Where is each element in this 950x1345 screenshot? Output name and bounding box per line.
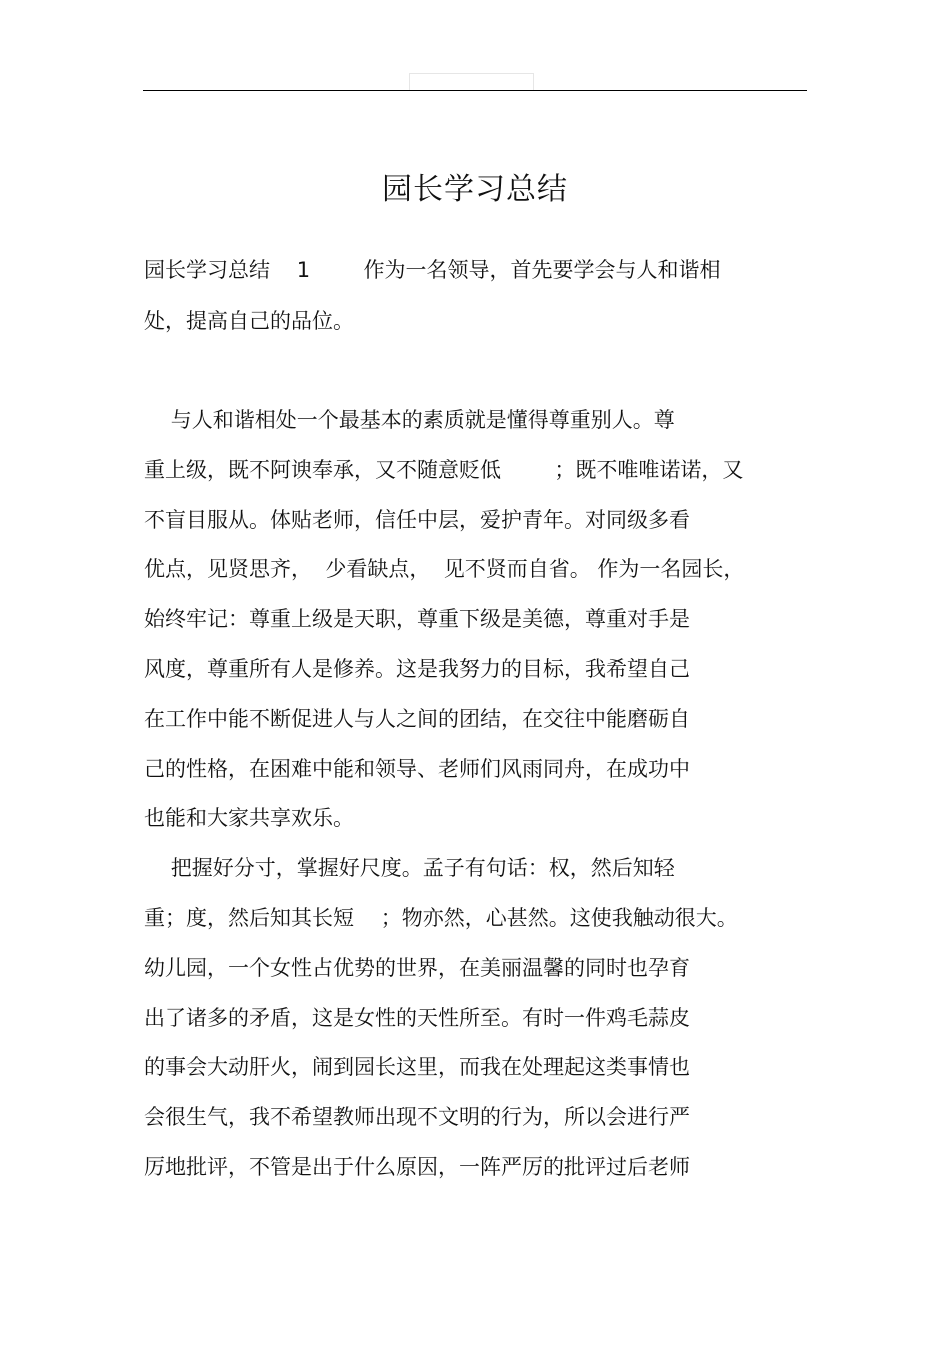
- header-rule: [143, 90, 807, 91]
- body-line: 处，提高自己的品位。: [144, 309, 354, 333]
- body-line: 己的性格，在困难中能和领导、老师们风雨同舟，在成功中: [144, 757, 690, 781]
- body-line: 会很生气，我不希望教师出现不文明的行为，所以会进行严: [144, 1105, 690, 1129]
- body-line: 重；度，然后知其长短 ；物亦然，心甚然。这使我触动很大。: [144, 906, 738, 930]
- page-title: 园长学习总结: [382, 172, 568, 207]
- body-line: 与人和谐相处一个最基本的素质就是懂得尊重别人。尊: [144, 408, 675, 432]
- body-line: 厉地批评，不管是出于什么原因，一阵严厉的批评过后老师: [144, 1155, 690, 1179]
- body-line: 出了诸多的矛盾，这是女性的天性所至。有时一件鸡毛蒜皮: [144, 1006, 690, 1030]
- body-line: 优点，见贤思齐， 少看缺点， 见不贤而自省。 作为一名园长，: [144, 557, 745, 581]
- body-line: 风度，尊重所有人是修养。这是我努力的目标，我希望自己: [144, 657, 690, 681]
- body-line: 始终牢记：尊重上级是天职，尊重下级是美德，尊重对手是: [144, 607, 690, 631]
- body-line: 园长学习总结 1 作为一名领导，首先要学会与人和谐相: [144, 258, 721, 282]
- body-line: 幼儿园，一个女性占优势的世界，在美丽温馨的同时也孕育: [144, 956, 690, 980]
- body-line: 把握好分寸，掌握好尺度。孟子有句话：权，然后知轻: [144, 856, 675, 880]
- body-line: 不盲目服从。体贴老师，信任中层，爱护青年。对同级多看: [144, 508, 690, 532]
- body-line: 在工作中能不断促进人与人之间的团结，在交往中能磨砺自: [144, 707, 690, 731]
- body-line: 的事会大动肝火，闹到园长这里，而我在处理起这类事情也: [144, 1055, 690, 1079]
- body-line: 也能和大家共享欢乐。: [144, 806, 354, 830]
- body-line: 重上级，既不阿谀奉承，又不随意贬低 ；既不唯唯诺诺，又: [144, 458, 744, 482]
- header-tab: [409, 73, 534, 90]
